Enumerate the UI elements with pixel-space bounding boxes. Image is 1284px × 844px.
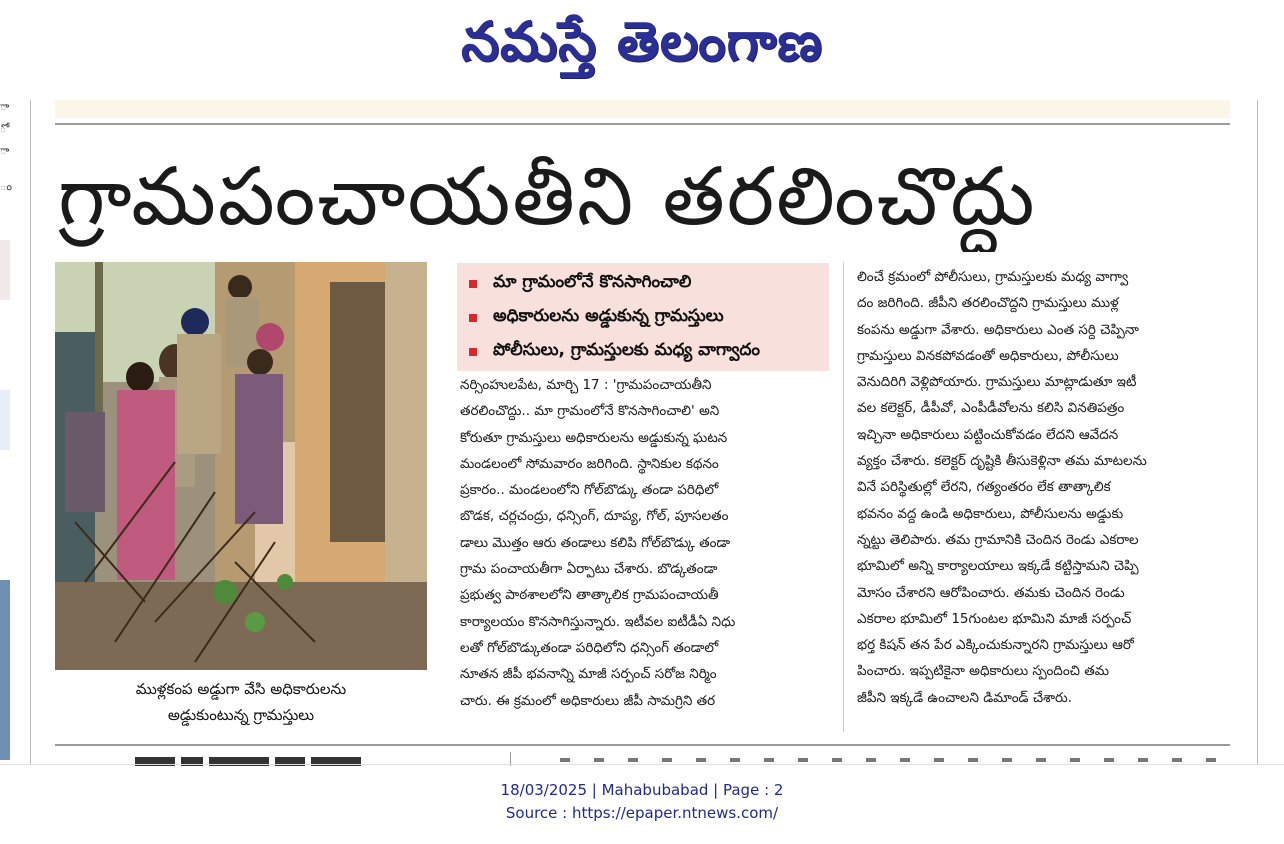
article-line: డాలు మొత్తం ఆరు తండాలు కలిపి గోల్‌బొడ్కు తండా: [460, 534, 731, 551]
article-line: భవనం వద్ద ఉండి అధికారులు, పోలీసులను అడ్డుకు: [857, 505, 1124, 522]
article-line: ప్రకారం.. మండలంలోని గోల్‌బొడ్కు తండా పరిధిలో: [460, 482, 719, 499]
highlight-text: మా గ్రామంలోనే కొనసాగించాలి: [493, 272, 692, 292]
article-line: మోసం చేశారని ఆరోపించారు. తమకు చెందిన రెండు: [857, 584, 1125, 601]
article-line: లించే క్రమంలో పోలీసులు, గ్రామస్తులకు మధ్య వాగ్వా: [857, 269, 1129, 285]
highlight-text: అధికారులను అడ్డుకున్న గ్రామస్తులు: [493, 306, 724, 326]
article-photo: [55, 262, 427, 670]
article-line: కోరుతూ గ్రామస్తులు అధికారులను అడ్డుకున్న ఘటన: [460, 429, 728, 446]
footer-source: Source : https://epaper.ntnews.com/: [505, 804, 779, 822]
article-bottom-rule: [55, 744, 1230, 746]
article-line: భర్త కిషన్ తన పేర ఎక్కించుకున్నారని గ్రామస్తులు ఆరో: [857, 637, 1134, 654]
highlight-item: [457, 301, 829, 335]
highlight-text: పోలీసులు, గ్రామస్తులకు మధ్య వాగ్వాదం: [493, 340, 761, 360]
article-line: మండలంలో సోమవారం జరిగింది. స్థానికుల కథనం: [460, 455, 719, 472]
photo-caption-line: అడ్డుకుంటున్న గ్రామస్తులు: [167, 706, 315, 724]
photo-caption-line: ముళ్లకంప అడ్డుగా వేసి అధికారులను: [135, 680, 347, 698]
article-line: తరలించొద్దు.. మా గ్రామంలోనే కొనసాగించాలి' అని: [460, 403, 720, 420]
article-line: వెనుదిరిగి వెళ్లిపోయారు. గ్రామస్తులు మాట్లాడుతూ ఇటీ: [857, 374, 1137, 391]
article-line: నర్సింహులపేట, మార్చి 17 : 'గ్రామపంచాయతీని: [460, 377, 712, 393]
article-line: వ్యక్తం చేశారు. కలెక్టర్ దృష్టికి తీసుకెళ్లినా తమ మాటలను: [857, 453, 1147, 470]
bullet-square-icon: [469, 314, 477, 322]
article-line: ప్రభుత్వ పాఠశాలలోని తాత్కాలిక గ్రామపంచాయతీ: [460, 587, 719, 604]
masthead-title: నమస్తే తెలంగాణ: [461, 10, 823, 73]
article-top-rule: [55, 123, 1230, 125]
article-line: భూమిలో అన్ని కార్యాలయాలు ఇక్కడే కట్టిస్తామని చెప్పి: [857, 558, 1139, 575]
article-line: వల కలెక్టర్, డీపీవో, ఎంపీడీవోలను కలిసి వినతిపత్రం: [857, 400, 1125, 417]
article-line: ఎకరాల భూమిలో 15గుంటల భూమిని మాజీ సర్పంచ్: [857, 610, 1132, 627]
highlights-box: [457, 263, 829, 371]
article-line: ఇచ్చినా అధికారులు పట్టించుకోవడం లేదని ఆవేదన: [857, 426, 1119, 443]
article-headline: గ్రామపంచాయతీని తరలించొద్దు: [58, 150, 1037, 243]
article-line: కంపను అడ్డుగా వేశారు. అధికారులు ఎంత సర్ది చెప్పినా: [857, 321, 1139, 338]
column-divider: [843, 262, 844, 732]
highlight-item: [457, 267, 829, 301]
article-line: పించారు. ఇప్పటికైనా అధికారులు స్పందించి తమ: [857, 663, 1110, 680]
highlight-item: [457, 335, 829, 369]
page-edge-right: [1257, 100, 1258, 765]
footer-date-edition: 18/03/2025 | Mahabubabad | Page : 2: [500, 781, 784, 799]
bullet-square-icon: [469, 348, 477, 356]
article-line: జీపీని ఇక్కడే ఉంచాలని డిమాండ్ చేశారు.: [857, 689, 1072, 706]
article-line: గ్రామ పంచాయతీగా ఏర్పాటు చేశారు. బొడ్కతండా: [460, 561, 718, 578]
bullet-square-icon: [469, 280, 477, 288]
article-line: లతో గోల్‌బొడ్కుతండా పరిధిలోని ధన్సింగ్ తండాలో: [460, 639, 719, 656]
article-line: గ్రామస్తులు వినకపోవడంతో అధికారులు, పోలీసులు: [857, 347, 1119, 364]
article-column-1: [460, 372, 830, 714]
adjacent-page-strip: ా ో ా ం: [0, 100, 12, 765]
next-article-text-cropped: [560, 758, 1220, 762]
photo-caption: [55, 676, 427, 728]
page-bottom-edge: [0, 764, 1284, 765]
article-column-2: [857, 264, 1229, 711]
article-line: వినే పరిస్థితుల్లో లేరని, గత్యంతరం లేక తాత్కాలిక: [857, 479, 1111, 496]
article-line: నూతన జీపీ భవనాన్ని మాజీ సర్పంచ్ సరోజ నిర్మిం: [460, 666, 717, 683]
top-band: [55, 100, 1230, 118]
article-line: న్నట్టు తెలిపారు. తమ గ్రామానికి చెందిన రెండు ఎకరాల: [857, 531, 1139, 548]
article-line: బొడక, చర్లచంద్రు, ధన్సింగ్, దూప్య, గోల్, పూసలతం: [460, 508, 729, 525]
article-line: చారు. ఈ క్రమంలో అధికారులు జీపీ సామగ్రిని తర: [460, 692, 716, 709]
page-edge-left: [30, 100, 31, 765]
villagers-photo-illustration: [55, 262, 427, 670]
article-line: దం జరిగింది. జీపీని తరలించొద్దని గ్రామస్తులు ముళ్ల: [857, 295, 1119, 312]
article-line: కార్యాలయం కొనసాగిస్తున్నారు. ఇటీవల ఐటీడీఏ నిధు: [460, 613, 736, 630]
